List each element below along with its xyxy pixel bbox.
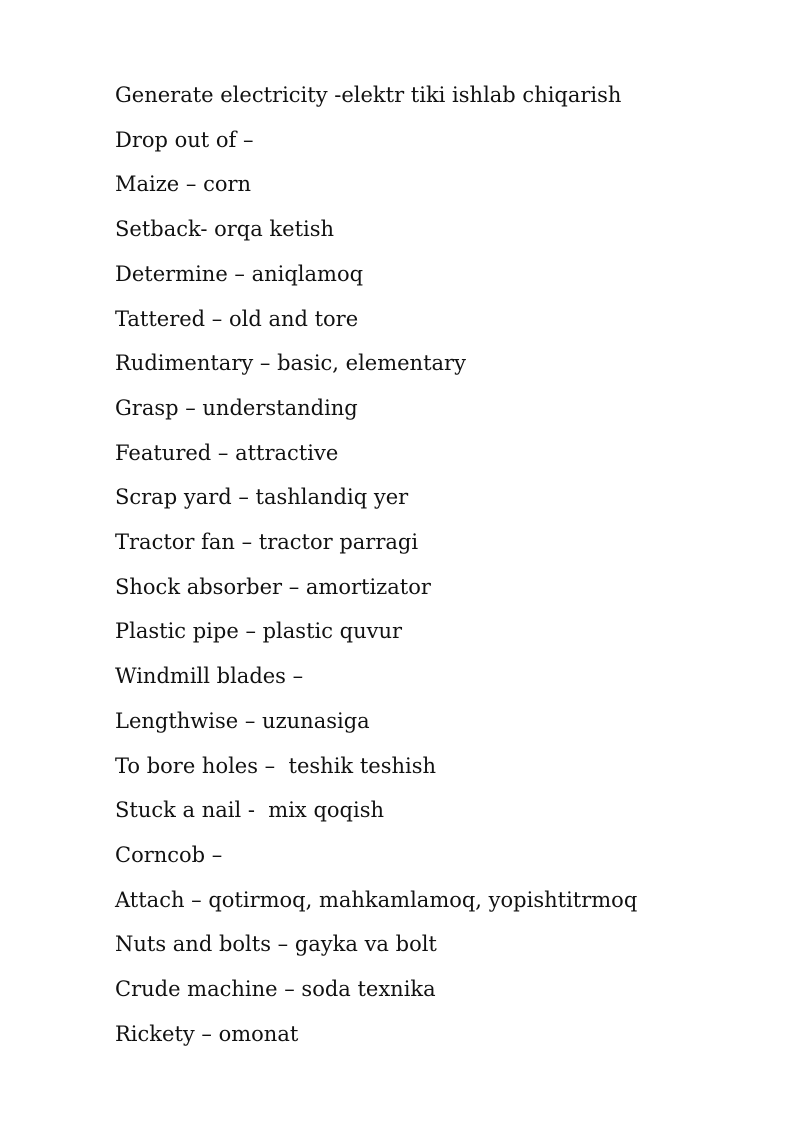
vocab-line: Setback- orqa ketish: [115, 217, 335, 242]
vocab-line: Drop out of –: [115, 127, 254, 152]
vocab-line: Windmill blades –: [115, 664, 304, 689]
vocab-line: Attach – qotirmoq, mahkamlamoq, yopishtitrmoq: [115, 887, 638, 912]
vocab-line: Rudimentary – basic, elementary: [115, 351, 466, 376]
vocab-line: Tattered – old and tore: [115, 306, 359, 331]
vocab-line: Featured – attractive: [115, 440, 339, 465]
vocab-line: Generate electricity -elektr tiki ishlab chiqarish: [115, 83, 622, 107]
vocab-line: Scrap yard – tashlandiq yer: [115, 485, 409, 510]
vocab-line: Corncob –: [115, 842, 223, 867]
vocab-line: Rickety – omonat: [115, 1021, 299, 1046]
vocab-line: Stuck a nail - mix qoqish: [115, 798, 385, 823]
vocab-line: To bore holes – teshik teshish: [115, 753, 437, 778]
vocab-line: Grasp – understanding: [115, 395, 358, 420]
vocab-line: Shock absorber – amortizator: [115, 574, 431, 599]
vocabulary-list: [115, 73, 637, 1056]
vocab-line: Nuts and bolts – gayka va bolt: [115, 932, 437, 957]
vocab-line: Determine – aniqlamoq: [115, 261, 364, 286]
vocab-line: Maize – corn: [115, 172, 252, 197]
vocab-line: Lengthwise – uzunasiga: [115, 708, 370, 733]
vocab-line: Tractor fan – tractor parragi: [115, 530, 419, 555]
vocab-line: Plastic pipe – plastic quvur: [115, 619, 403, 644]
vocab-line: Crude machine – soda texnika: [115, 977, 436, 1002]
